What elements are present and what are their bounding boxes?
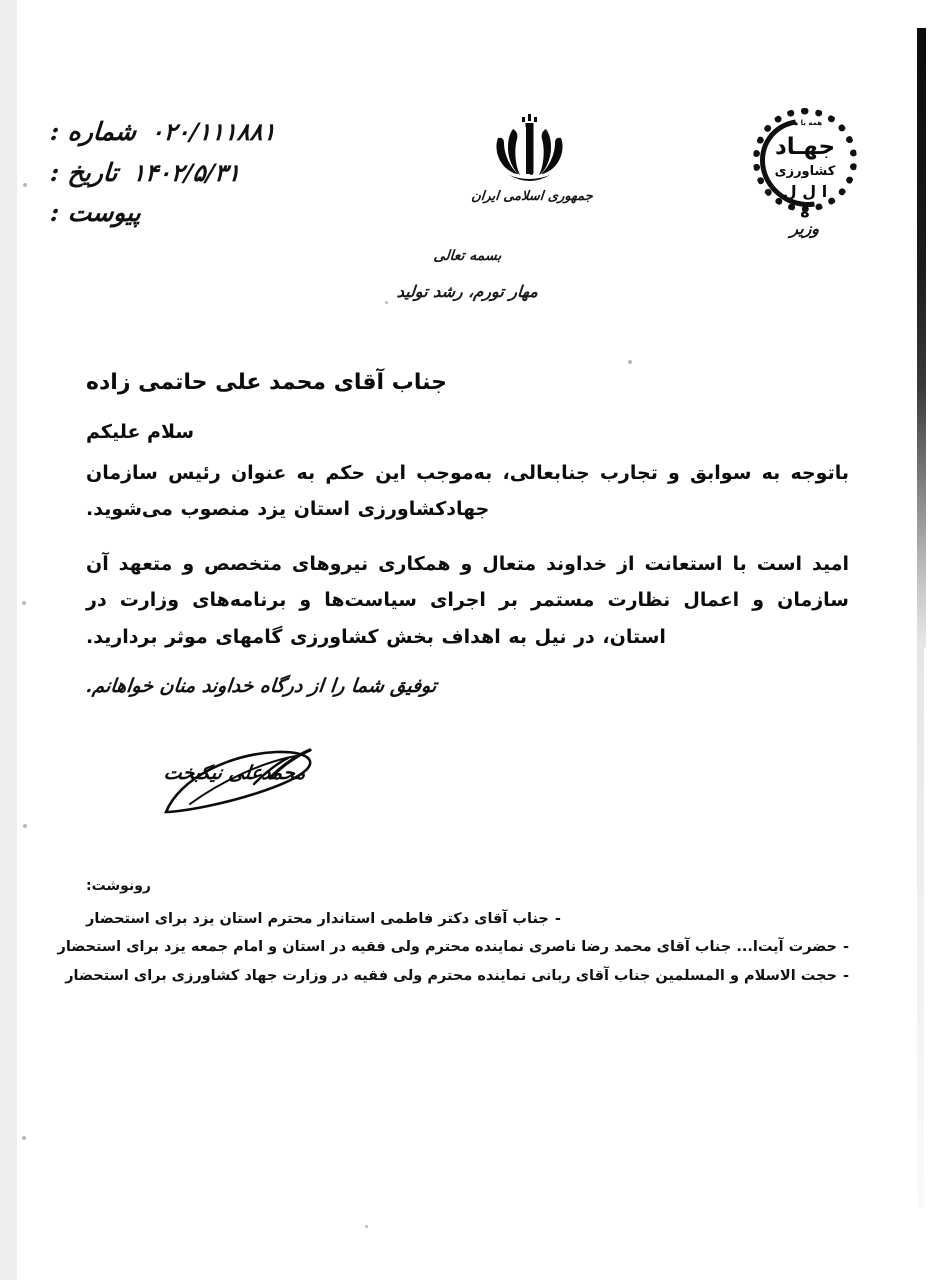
- iran-emblem-block: [452, 112, 612, 204]
- letter-date-label: تاریخ :: [49, 157, 119, 187]
- letter-number-line: [49, 112, 312, 153]
- scan-right-dark-edge: [917, 28, 926, 648]
- letter-attachment-line: [49, 193, 312, 234]
- scan-speck: [365, 1225, 368, 1228]
- cc-bullet: -: [554, 911, 561, 927]
- cc-list-item: [57, 933, 849, 961]
- salutation-text: سلام علیکم: [86, 421, 195, 443]
- letter-date-value: ۱۴۰۲/۵/۳۱: [131, 157, 242, 187]
- letter-date-line: [49, 153, 312, 194]
- cc-block: [57, 878, 849, 990]
- body-paragraph-2: امید است با استعانت از خداوند متعال و همکاری نیروهای متخصص و متعهد آن سازمان و اعمال نظارت مستمر بر اجرای سیاست‌ها و برنامه‌های وزارت در استان، در نیل به اهداف بخش کشاورزی گامهای موثر بردارید.: [86, 552, 849, 648]
- letter-attachment-label: پیوست :: [49, 198, 142, 227]
- invocation-block: [0, 248, 935, 301]
- jahad-keshavarzi-seal-icon: [753, 108, 857, 221]
- letter-meta-block: [50, 112, 310, 234]
- scan-speck: [22, 601, 26, 605]
- addressee-name: جناب آقای محمد علی حاتمی زاده: [86, 370, 447, 395]
- seal-main-text: جهـاد: [774, 134, 836, 160]
- scan-speck: [23, 824, 27, 828]
- scan-left-margin-strip: [0, 0, 17, 1280]
- handwritten-signature-scrawl-icon: [150, 738, 380, 838]
- signature-block: [150, 738, 380, 838]
- scan-speck: [628, 360, 632, 364]
- cc-title: رونوشت:: [86, 878, 151, 894]
- closing-line: توفیق شما را از درگاه خداوند منان خواهانم.: [84, 675, 438, 698]
- iran-national-emblem-icon: [452, 112, 612, 186]
- cc-bullet: -: [842, 967, 849, 984]
- scan-right-faded-edge: [917, 648, 924, 1208]
- seal-sub-text: کشاورزی: [774, 164, 836, 179]
- body-paragraph-1: باتوجه به سوابق و تجارب جنابعالی، به‌موجب این حکم به عنوان رئیس سازمان جهادکشاورزی استان یزد منصوب می‌شوید.: [86, 462, 849, 521]
- scan-speck: [22, 1136, 26, 1140]
- letter-number-value: ۰۲۰/۱۱۱۸۸۱: [149, 117, 277, 146]
- cc-list-item: [86, 905, 849, 933]
- year-slogan-text: مهار تورم، رشد تولید: [396, 282, 539, 301]
- scan-speck: [385, 301, 388, 304]
- basmala-text: بسمه تعالی: [432, 248, 503, 264]
- signatory-role: وزیر: [789, 219, 821, 238]
- letter-number-label: شماره :: [49, 117, 138, 146]
- seal-crescent-text: ا ل ل ه: [782, 182, 828, 221]
- signatory-name: محمدعلی نیکبخت: [162, 762, 308, 784]
- seal-top-text: همه با هم: [787, 119, 823, 127]
- cc-list-item: [65, 962, 849, 990]
- jahad-emblem-block: [742, 108, 868, 238]
- iran-emblem-caption: جمهوری اسلامی ایران: [470, 189, 594, 204]
- cc-item-text: جناب آقای دکتر فاطمی استاندار محترم استان یزد برای استحضار: [86, 911, 549, 927]
- cc-item-text: حضرت آیت‌ا... جناب آقای محمد رضا ناصری نماینده محترم ولی فقیه در استان و امام جمعه یزد برای استحضار: [57, 939, 837, 956]
- letter-body: [86, 370, 849, 697]
- cc-item-text: حجت الاسلام و المسلمین جناب آقای ربانی نماینده محترم ولی فقیه در وزارت جهاد کشاورزی برای استحضار: [65, 967, 837, 984]
- scan-speck: [23, 183, 27, 187]
- cc-bullet: -: [842, 939, 849, 956]
